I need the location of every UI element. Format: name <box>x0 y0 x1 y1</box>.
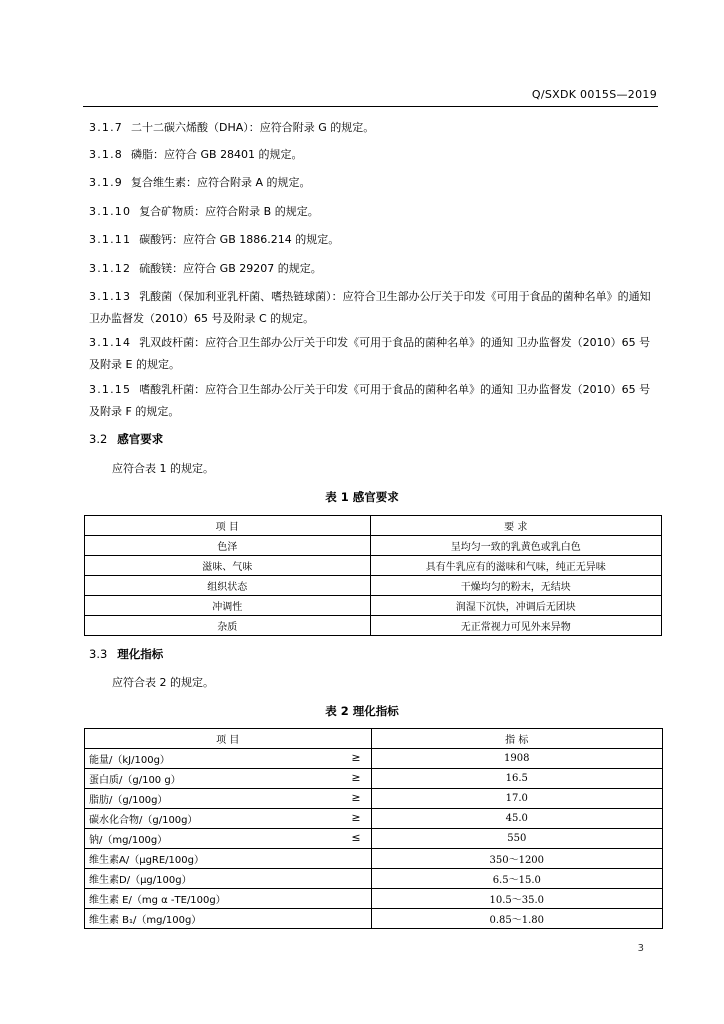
table-cell: 具有牛乳应有的滋味和气味，纯正无异味 <box>370 556 662 576</box>
item-cell <box>85 769 372 789</box>
table-row <box>85 809 663 829</box>
column-header: 项 目 <box>85 729 372 749</box>
clause-number: 3.1.12 <box>89 262 132 275</box>
item-cell <box>85 789 372 809</box>
value-cell: 550 <box>371 829 662 849</box>
value-cell: 45.0 <box>371 809 662 829</box>
operator-symbol: ≤ <box>351 831 361 844</box>
item-label: 蛋白质/（g/100 g） <box>89 775 181 786</box>
table-row <box>85 889 663 909</box>
table-row <box>85 869 663 889</box>
item-label: 钠/（mg/100g） <box>89 835 168 846</box>
operator-symbol: ≥ <box>351 791 361 804</box>
column-header: 要 求 <box>370 516 662 536</box>
value-cell: 16.5 <box>371 769 662 789</box>
sensory-table <box>84 515 662 636</box>
value-cell: 0.85～1.80 <box>371 909 662 929</box>
table-row <box>85 596 662 616</box>
value-cell: 10.5～35.0 <box>371 889 662 909</box>
column-header: 项 目 <box>85 516 371 536</box>
item-label: 维生素 B₁/（mg/100g） <box>89 915 202 926</box>
clause-text: 乳酸菌（保加利亚乳杆菌、嗜热链球菌）：应符合卫生部办公厅关于印发《可用于食品的菌种名单》的通知 卫办监督发（2010）65 号及附录 C 的规定。 <box>89 290 651 325</box>
item-cell <box>85 889 372 909</box>
clause-text: 磷脂：应符合 GB 28401 的规定。 <box>131 148 303 161</box>
clause-text: 碳酸钙：应符合 GB 1886.214 的规定。 <box>139 233 340 246</box>
clause-text: 复合矿物质：应符合附录 B 的规定。 <box>139 205 319 218</box>
item-cell <box>85 909 372 929</box>
clause-3-1-8 <box>89 144 659 166</box>
item-label: 维生素 E/（mg α -TE/100g） <box>89 895 226 906</box>
clause-text: 嗜酸乳杆菌：应符合卫生部办公厅关于印发《可用于食品的菌种名单》的通知 卫办监督发（2010）65 号及附录 F 的规定。 <box>89 383 651 418</box>
item-label: 碳水化合物/（g/100g） <box>89 815 198 826</box>
clause-3-1-13 <box>89 286 659 330</box>
clause-number: 3.1.15 <box>89 383 132 396</box>
section-intro: 应符合表 2 的规定。 <box>112 676 214 689</box>
value-cell: 350～1200 <box>371 849 662 869</box>
operator-symbol: ≥ <box>351 811 361 824</box>
table-cell: 组织状态 <box>85 576 371 596</box>
document-code: Q/SXDK 0015S—2019 <box>531 88 657 101</box>
item-cell <box>85 829 372 849</box>
item-label: 维生素A/（μgRE/100g） <box>89 855 204 866</box>
table-cell: 滋味、气味 <box>85 556 371 576</box>
table-cell: 杂质 <box>85 616 371 636</box>
section-title: 理化指标 <box>117 647 164 661</box>
item-label: 维生素D/（μg/100g） <box>89 875 192 886</box>
clause-text: 乳双歧杆菌：应符合卫生部办公厅关于印发《可用于食品的菌种名单》的通知 卫办监督发（2010）65 号及附录 E 的规定。 <box>89 336 651 371</box>
clause-3-1-14 <box>89 332 659 376</box>
section-title: 感官要求 <box>117 432 164 446</box>
table-caption: 表 1 感官要求 <box>325 490 399 504</box>
item-cell <box>85 809 372 829</box>
table-row <box>85 909 663 929</box>
clause-number: 3.1.11 <box>89 233 132 246</box>
physchem-table <box>84 728 663 929</box>
table-cell: 色泽 <box>85 536 371 556</box>
item-label: 能量/（kJ/100g） <box>89 755 170 766</box>
value-cell: 1908 <box>371 749 662 769</box>
operator-symbol: ≥ <box>351 771 361 784</box>
table-cell: 无正常视力可见外来异物 <box>370 616 662 636</box>
clause-number: 3.1.10 <box>89 205 132 218</box>
table-row <box>85 789 663 809</box>
item-cell <box>85 749 372 769</box>
value-cell: 6.5～15.0 <box>371 869 662 889</box>
clause-number: 3.1.13 <box>89 290 132 303</box>
table-row <box>85 616 662 636</box>
clause-number: 3.1.8 <box>89 148 123 161</box>
table-cell: 干燥均匀的粉末，无结块 <box>370 576 662 596</box>
section-intro: 应符合表 1 的规定。 <box>112 462 214 475</box>
table-row <box>85 556 662 576</box>
table-cell: 润湿下沉快，冲调后无团块 <box>370 596 662 616</box>
item-label: 脂肪/（g/100g） <box>89 795 168 806</box>
clause-number: 3.1.9 <box>89 176 123 189</box>
table-row <box>85 829 663 849</box>
table-cell: 冲调性 <box>85 596 371 616</box>
section-heading-physchem <box>89 646 163 662</box>
table-header-row <box>85 516 662 536</box>
item-cell <box>85 849 372 869</box>
clause-text: 硫酸镁：应符合 GB 29207 的规定。 <box>139 262 322 275</box>
table-row <box>85 576 662 596</box>
item-cell <box>85 869 372 889</box>
table-caption: 表 2 理化指标 <box>325 704 399 718</box>
value-cell: 17.0 <box>371 789 662 809</box>
table-header-row <box>85 729 663 749</box>
operator-symbol: ≥ <box>351 751 361 764</box>
column-header: 指 标 <box>371 729 662 749</box>
clause-text: 二十二碳六烯酸（DHA）：应符合附录 G 的规定。 <box>131 121 375 134</box>
clause-number: 3.1.7 <box>89 121 123 134</box>
section-heading-sensory <box>89 431 163 447</box>
clause-3-1-11 <box>89 229 659 251</box>
page-number: 3 <box>637 943 644 954</box>
section-number: 3.2 <box>89 432 108 446</box>
table-row <box>85 849 663 869</box>
clause-3-1-12 <box>89 258 659 280</box>
clause-3-1-9 <box>89 172 659 194</box>
table-cell: 呈均匀一致的乳黄色或乳白色 <box>370 536 662 556</box>
clause-text: 复合维生素：应符合附录 A 的规定。 <box>131 176 311 189</box>
clause-3-1-10 <box>89 201 659 223</box>
clause-3-1-7 <box>89 117 659 139</box>
header-divider <box>83 106 658 107</box>
section-number: 3.3 <box>89 647 108 661</box>
table-row <box>85 536 662 556</box>
table-row <box>85 769 663 789</box>
clause-number: 3.1.14 <box>89 336 132 349</box>
table-row <box>85 749 663 769</box>
clause-3-1-15 <box>89 379 659 423</box>
